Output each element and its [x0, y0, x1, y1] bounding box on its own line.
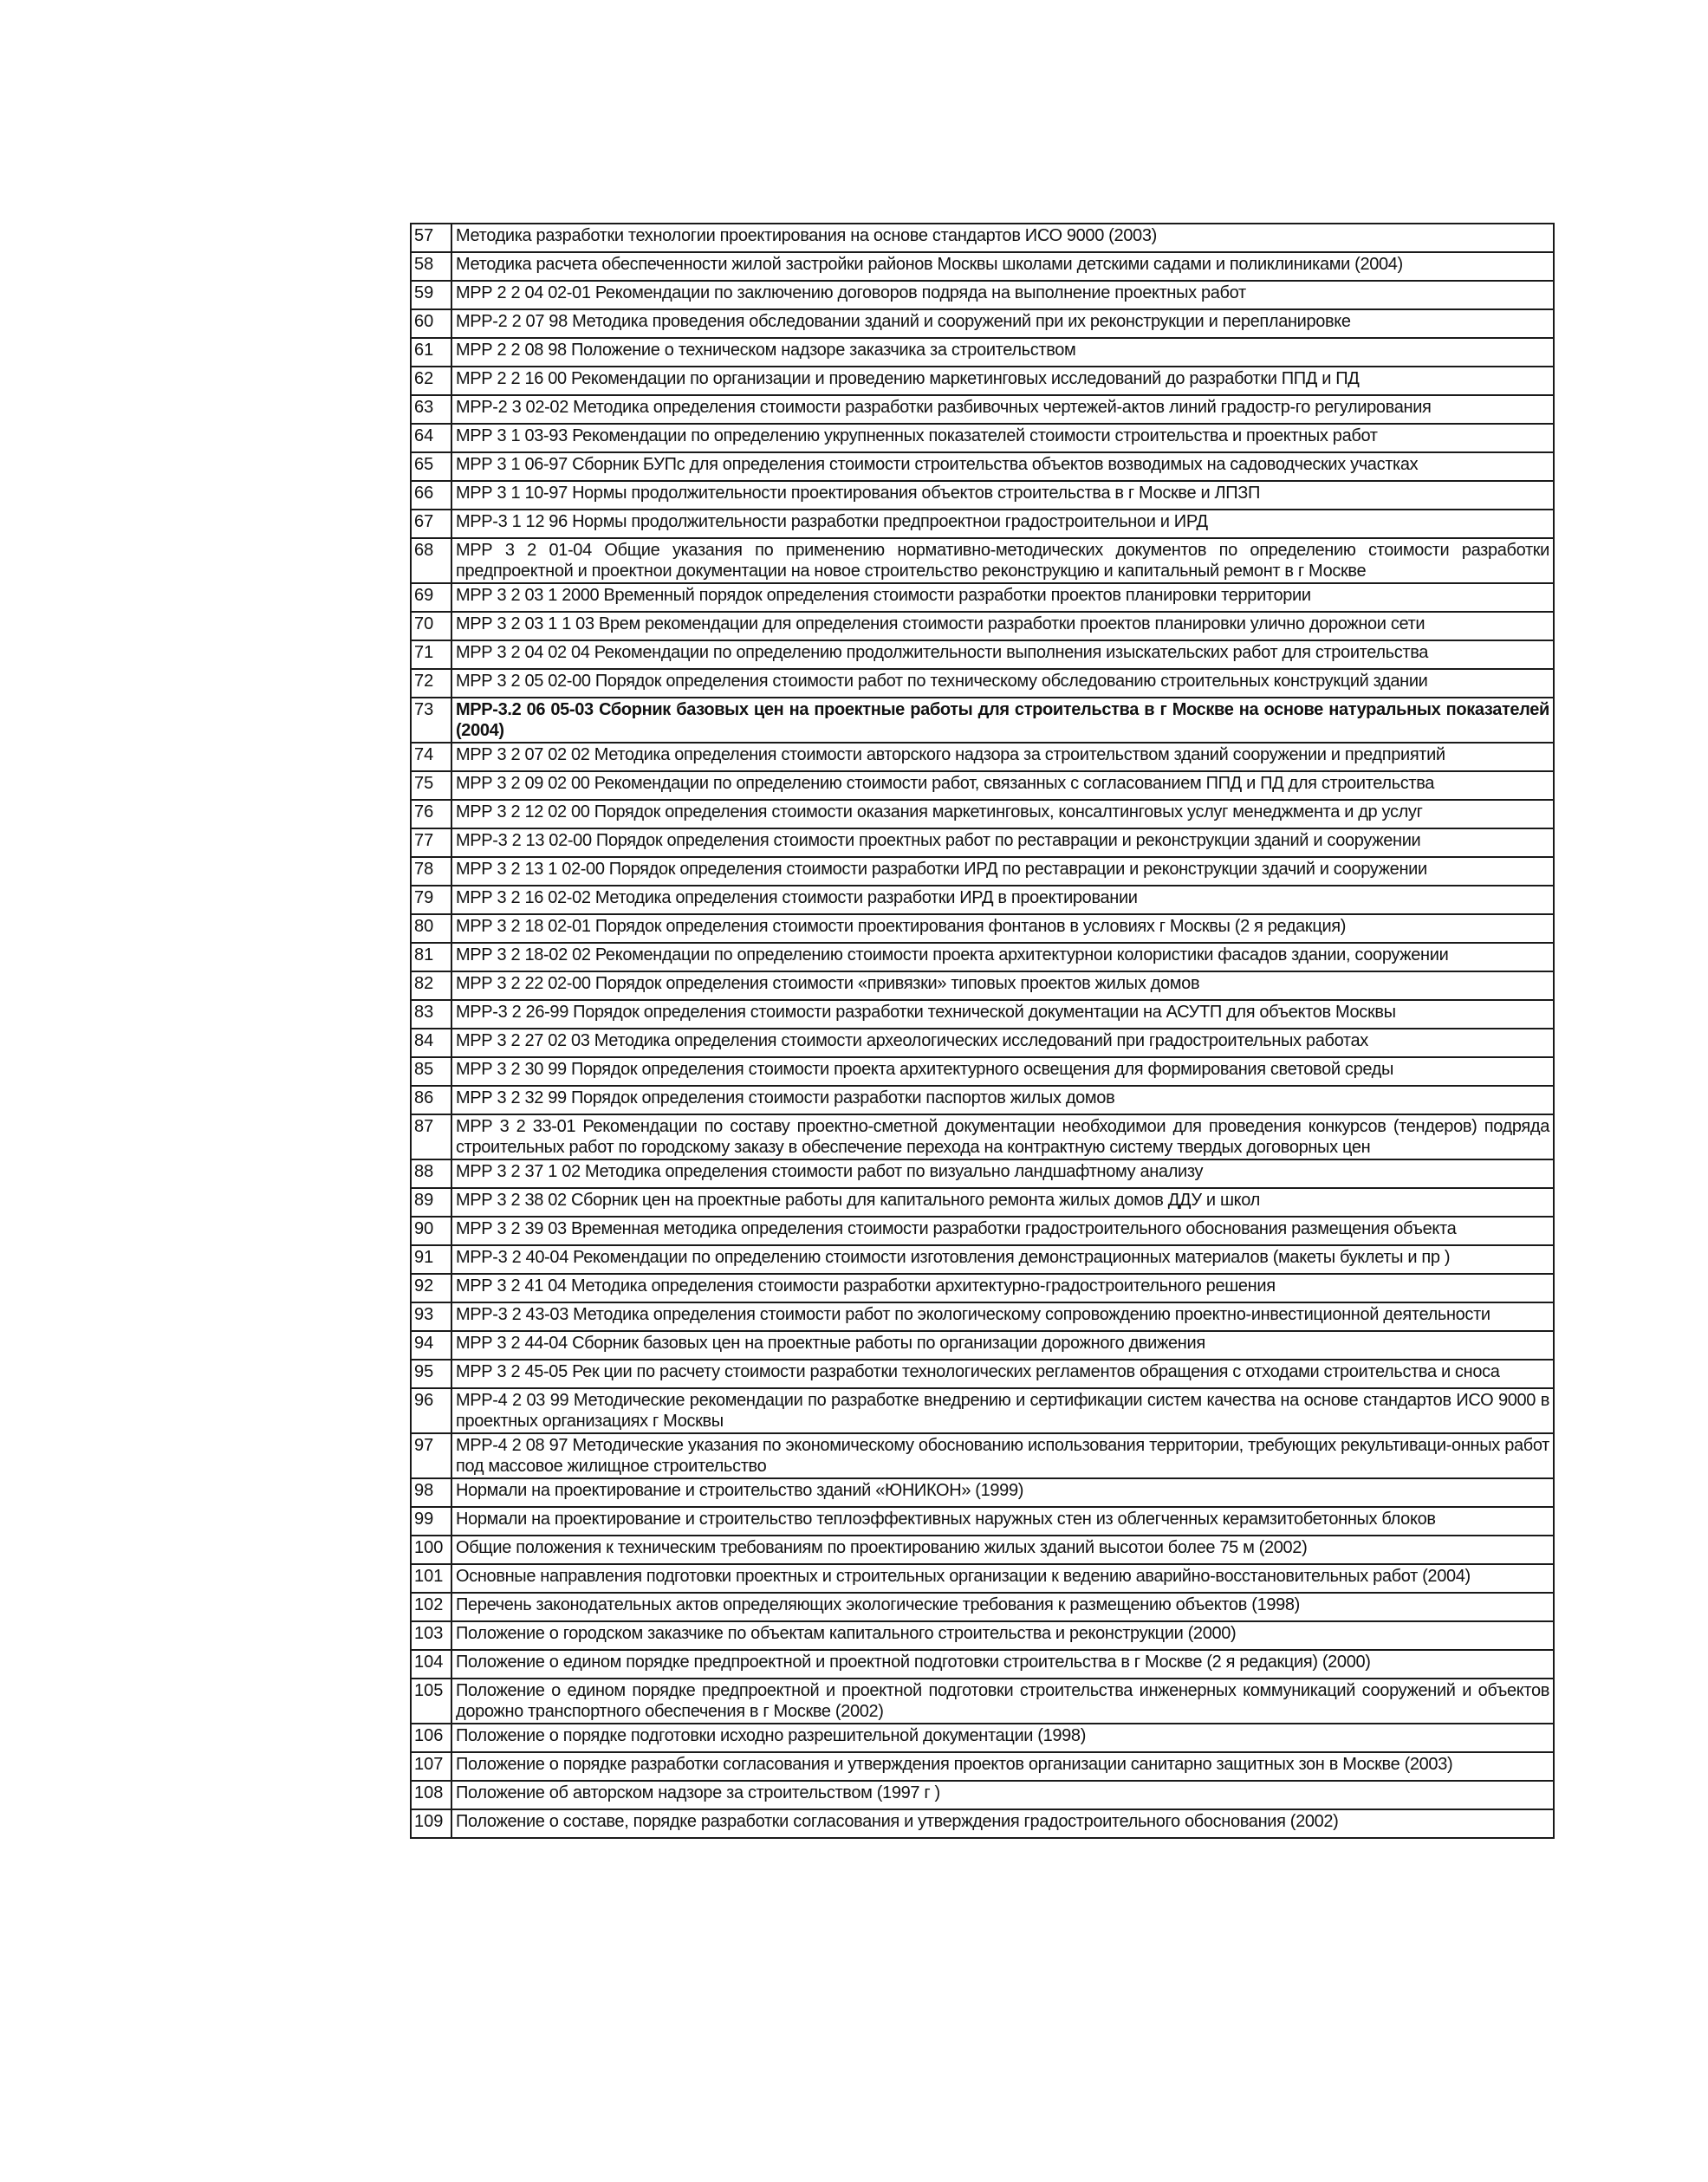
row-description: МРР-3 2 43-03 Методика определения стоимости работ по экологическому сопровождению проектно-инвестиционной деятельности [451, 1302, 1554, 1331]
table-row [411, 771, 1554, 800]
row-number: 84 [411, 1029, 451, 1057]
row-description: МРР 3 2 03 1 2000 Временный порядок определения стоимости разработки проектов планировки территории [451, 583, 1554, 612]
row-description: МРР 3 2 22 02-00 Порядок определения стоимости «привязки» типовых проектов жилых домов [451, 971, 1554, 1000]
row-number: 95 [411, 1360, 451, 1388]
table-row [411, 1564, 1554, 1593]
table-row [411, 1188, 1554, 1217]
row-description: МРР-4 2 03 99 Методические рекомендации по разработке внедрению и сертификации систем качества на основе стандартов ИСО 9000 в проектных организациях г Москвы [451, 1388, 1554, 1433]
row-description: МРР 2 2 04 02-01 Рекомендации по заключению договоров подряда на выполнение проектных работ [451, 281, 1554, 309]
row-description: МРР 3 2 44-04 Сборник базовых цен на проектные работы по организации дорожного движения [451, 1331, 1554, 1360]
table-row [411, 828, 1554, 857]
row-description: МРР-3 2 40-04 Рекомендации по определению стоимости изготовления демонстрационных материалов (макеты буклеты и пр ) [451, 1245, 1554, 1274]
table-row [411, 452, 1554, 481]
row-number: 75 [411, 771, 451, 800]
row-description: МРР-3 2 13 02-00 Порядок определения стоимости проектных работ по реставрации и реконструкции зданий и сооружении [451, 828, 1554, 857]
row-number: 107 [411, 1752, 451, 1781]
table-row [411, 1621, 1554, 1650]
row-description: Положение о составе, порядке разработки согласования и утверждения градостроительного обоснования (2002) [451, 1809, 1554, 1838]
table-row [411, 971, 1554, 1000]
row-description: МРР 3 2 07 02 02 Методика определения стоимости авторского надзора за строительством зданий сооружении и предприятий [451, 743, 1554, 771]
row-description: Перечень законодательных актов определяющих экологические требования к размещению объектов (1998) [451, 1593, 1554, 1621]
row-number: 78 [411, 857, 451, 886]
row-number: 98 [411, 1478, 451, 1507]
table-row [411, 481, 1554, 510]
row-number: 97 [411, 1433, 451, 1478]
row-number: 70 [411, 612, 451, 640]
table-row [411, 943, 1554, 971]
table-row [411, 612, 1554, 640]
table-row [411, 886, 1554, 914]
table-row [411, 1809, 1554, 1838]
row-number: 83 [411, 1000, 451, 1029]
row-number: 99 [411, 1507, 451, 1536]
table-row [411, 338, 1554, 367]
table-row [411, 743, 1554, 771]
row-description: Положение о порядке разработки согласования и утверждения проектов организации санитарно защитных зон в Москве (2003) [451, 1752, 1554, 1781]
row-description: МРР 3 1 06-97 Сборник БУПс для определения стоимости строительства объектов возводимых на садоводческих участках [451, 452, 1554, 481]
row-number: 71 [411, 640, 451, 669]
table-row [411, 281, 1554, 309]
row-number: 106 [411, 1724, 451, 1752]
row-description: МРР 3 2 12 02 00 Порядок определения стоимости оказания маркетинговых, консалтинговых услуг менеджмента и др услуг [451, 800, 1554, 828]
table-row [411, 1650, 1554, 1679]
row-description: Положение об авторском надзоре за строительством (1997 г ) [451, 1781, 1554, 1809]
table-row [411, 1433, 1554, 1478]
row-description: МРР 3 2 18-02 02 Рекомендации по определению стоимости проекта архитектурнои колористики фасадов здании, сооружении [451, 943, 1554, 971]
row-number: 68 [411, 538, 451, 583]
row-number: 85 [411, 1057, 451, 1086]
row-description: МРР 3 2 18 02-01 Порядок определения стоимости проектирования фонтанов в условиях г Москвы (2 я редакция) [451, 914, 1554, 943]
row-number: 60 [411, 309, 451, 338]
row-description: МРР 3 2 03 1 1 03 Врем рекомендации для определения стоимости разработки проектов планировки улично дорожнои сети [451, 612, 1554, 640]
table-row [411, 510, 1554, 538]
table-row [411, 424, 1554, 452]
row-number: 100 [411, 1536, 451, 1564]
row-description: МРР 3 1 10-97 Нормы продолжительности проектирования объектов строительства в г Москве и ЛПЗП [451, 481, 1554, 510]
row-description: Нормали на проектирование и строительство зданий «ЮНИКОН» (1999) [451, 1478, 1554, 1507]
row-description: МРР 3 2 09 02 00 Рекомендации по определению стоимости работ, связанных с согласованием ППД и ПД для строительства [451, 771, 1554, 800]
row-description: МРР 2 2 16 00 Рекомендации по организации и проведению маркетинговых исследований до разработки ППД и ПД [451, 367, 1554, 395]
row-description: МРР-2 3 02-02 Методика определения стоимости разработки разбивочных чертежей-актов линий градостр-го регулирования [451, 395, 1554, 424]
row-number: 104 [411, 1650, 451, 1679]
row-description: МРР-3 1 12 96 Нормы продолжительности разработки предпроектнои градостроительнои и ИРД [451, 510, 1554, 538]
document-table [410, 223, 1555, 1839]
row-description: МРР 3 2 30 99 Порядок определения стоимости проекта архитектурного освещения для формирования световой среды [451, 1057, 1554, 1086]
table-row [411, 1159, 1554, 1188]
table-row [411, 1478, 1554, 1507]
row-description: МРР 3 2 01-04 Общие указания по применению нормативно-методических документов по определению стоимости разработки предпроектной и проектнои документации на новое строительство реконструкцию и капитальный ремонт в г Москве [451, 538, 1554, 583]
row-number: 62 [411, 367, 451, 395]
document-table-body [411, 224, 1554, 1838]
row-description: МРР-4 2 08 97 Методические указания по экономическому обоснованию использования территории, требующих рекультиваци-онных работ под массовое жилищное строительство [451, 1433, 1554, 1478]
row-number: 73 [411, 698, 451, 743]
table-row [411, 224, 1554, 252]
table-row [411, 1057, 1554, 1086]
table-row [411, 914, 1554, 943]
row-number: 108 [411, 1781, 451, 1809]
row-description: МРР 3 2 13 1 02-00 Порядок определения стоимости разработки ИРД по реставрации и реконструкции здачий и сооружении [451, 857, 1554, 886]
row-description: МРР 3 2 32 99 Порядок определения стоимости разработки паспортов жилых домов [451, 1086, 1554, 1114]
row-number: 101 [411, 1564, 451, 1593]
row-number: 58 [411, 252, 451, 281]
row-number: 96 [411, 1388, 451, 1433]
row-number: 80 [411, 914, 451, 943]
table-row [411, 395, 1554, 424]
row-description: МРР 3 2 45-05 Рек ции по расчету стоимости разработки технологических регламентов обращения с отходами строительства и сноса [451, 1360, 1554, 1388]
row-description: МРР-3.2 06 05-03 Сборник базовых цен на проектные работы для строительства в г Москве на основе натуральных показателей (2004) [451, 698, 1554, 743]
row-description: МРР 3 2 04 02 04 Рекомендации по определению продолжительности выполнения изыскательских работ для строительства [451, 640, 1554, 669]
row-number: 72 [411, 669, 451, 698]
row-description: МРР 3 2 38 02 Сборник цен на проектные работы для капитального ремонта жилых домов ДДУ и школ [451, 1188, 1554, 1217]
row-number: 82 [411, 971, 451, 1000]
row-number: 74 [411, 743, 451, 771]
row-number: 86 [411, 1086, 451, 1114]
table-row [411, 309, 1554, 338]
row-description: МРР 3 2 41 04 Методика определения стоимости разработки архитектурно-градостроительного решения [451, 1274, 1554, 1302]
row-description: МРР 3 2 05 02-00 Порядок определения стоимости работ по техническому обследованию строительных конструкций здании [451, 669, 1554, 698]
table-row [411, 1724, 1554, 1752]
row-number: 79 [411, 886, 451, 914]
row-number: 109 [411, 1809, 451, 1838]
table-row [411, 538, 1554, 583]
row-number: 103 [411, 1621, 451, 1650]
row-number: 63 [411, 395, 451, 424]
row-description: Нормали на проектирование и строительство теплоэффективных наружных стен из облегченных керамзитобетонных блоков [451, 1507, 1554, 1536]
table-row [411, 583, 1554, 612]
row-number: 93 [411, 1302, 451, 1331]
row-description: Положение о едином порядке предпроектной и проектной подготовки строительства инженерных коммуникаций сооружений и объектов дорожно транспортного обеспечения в г Москве (2002) [451, 1679, 1554, 1724]
row-description: МРР-3 2 26-99 Порядок определения стоимости разработки технической документации на АСУТП для объектов Москвы [451, 1000, 1554, 1029]
table-row [411, 800, 1554, 828]
table-row [411, 1331, 1554, 1360]
table-row [411, 367, 1554, 395]
row-description: МРР 2 2 08 98 Положение о техническом надзоре заказчика за строительством [451, 338, 1554, 367]
row-number: 102 [411, 1593, 451, 1621]
table-row [411, 1388, 1554, 1433]
row-number: 91 [411, 1245, 451, 1274]
row-description: МРР 3 2 33-01 Рекомендации по составу проектно-сметной документации необходимои для проведения конкурсов (тендеров) подряда строительных работ по городскому заказу в обеспечение перехода на контрактную систему твердых договорных цен [451, 1114, 1554, 1159]
row-number: 61 [411, 338, 451, 367]
table-row [411, 1752, 1554, 1781]
table-row [411, 640, 1554, 669]
row-number: 77 [411, 828, 451, 857]
row-description: МРР 3 2 37 1 02 Методика определения стоимости работ по визуально ландшафтному анализу [451, 1159, 1554, 1188]
row-description: Методика расчета обеспеченности жилой застройки районов Москвы школами детскими садами и поликлиниками (2004) [451, 252, 1554, 281]
row-description: Положение о городском заказчике по объектам капитального строительства и реконструкции (2000) [451, 1621, 1554, 1650]
table-row [411, 669, 1554, 698]
row-number: 87 [411, 1114, 451, 1159]
table-row [411, 1536, 1554, 1564]
row-description: МРР 3 1 03-93 Рекомендации по определению укрупненных показателей стоимости строительства и проектных работ [451, 424, 1554, 452]
table-row [411, 857, 1554, 886]
table-row [411, 1507, 1554, 1536]
row-number: 69 [411, 583, 451, 612]
table-row [411, 1302, 1554, 1331]
row-description: МРР 3 2 16 02-02 Методика определения стоимости разработки ИРД в проектировании [451, 886, 1554, 914]
row-number: 94 [411, 1331, 451, 1360]
row-description: Положение о порядке подготовки исходно разрешительной документации (1998) [451, 1724, 1554, 1752]
row-number: 64 [411, 424, 451, 452]
table-row [411, 1781, 1554, 1809]
table-row [411, 1593, 1554, 1621]
row-description: МРР 3 2 27 02 03 Методика определения стоимости археологических исследований при градостроительных работах [451, 1029, 1554, 1057]
row-description: МРР-2 2 07 98 Методика проведения обследовании зданий и сооружений при их реконструкции и перепланировке [451, 309, 1554, 338]
table-row [411, 1086, 1554, 1114]
row-number: 88 [411, 1159, 451, 1188]
table-row [411, 698, 1554, 743]
row-number: 67 [411, 510, 451, 538]
row-number: 81 [411, 943, 451, 971]
table-row [411, 1029, 1554, 1057]
table-row [411, 1245, 1554, 1274]
row-number: 59 [411, 281, 451, 309]
row-number: 90 [411, 1217, 451, 1245]
table-row [411, 1679, 1554, 1724]
table-row [411, 1114, 1554, 1159]
row-description: МРР 3 2 39 03 Временная методика определения стоимости разработки градостроительного обоснования размещения объекта [451, 1217, 1554, 1245]
row-number: 66 [411, 481, 451, 510]
row-number: 76 [411, 800, 451, 828]
table-row [411, 1000, 1554, 1029]
row-number: 65 [411, 452, 451, 481]
row-description: Положение о едином порядке предпроектной и проектной подготовки строительства в г Москве (2 я редакция) (2000) [451, 1650, 1554, 1679]
table-row [411, 1217, 1554, 1245]
row-number: 57 [411, 224, 451, 252]
row-number: 89 [411, 1188, 451, 1217]
row-description: Общие положения к техническим требованиям по проектированию жилых зданий высотои более 75 м (2002) [451, 1536, 1554, 1564]
table-row [411, 1360, 1554, 1388]
row-number: 92 [411, 1274, 451, 1302]
row-description: Основные направления подготовки проектных и строительных организации к ведению аварийно-восстановительных работ (2004) [451, 1564, 1554, 1593]
row-description: Методика разработки технологии проектирования на основе стандартов ИСО 9000 (2003) [451, 224, 1554, 252]
table-row [411, 1274, 1554, 1302]
row-number: 105 [411, 1679, 451, 1724]
table-row [411, 252, 1554, 281]
